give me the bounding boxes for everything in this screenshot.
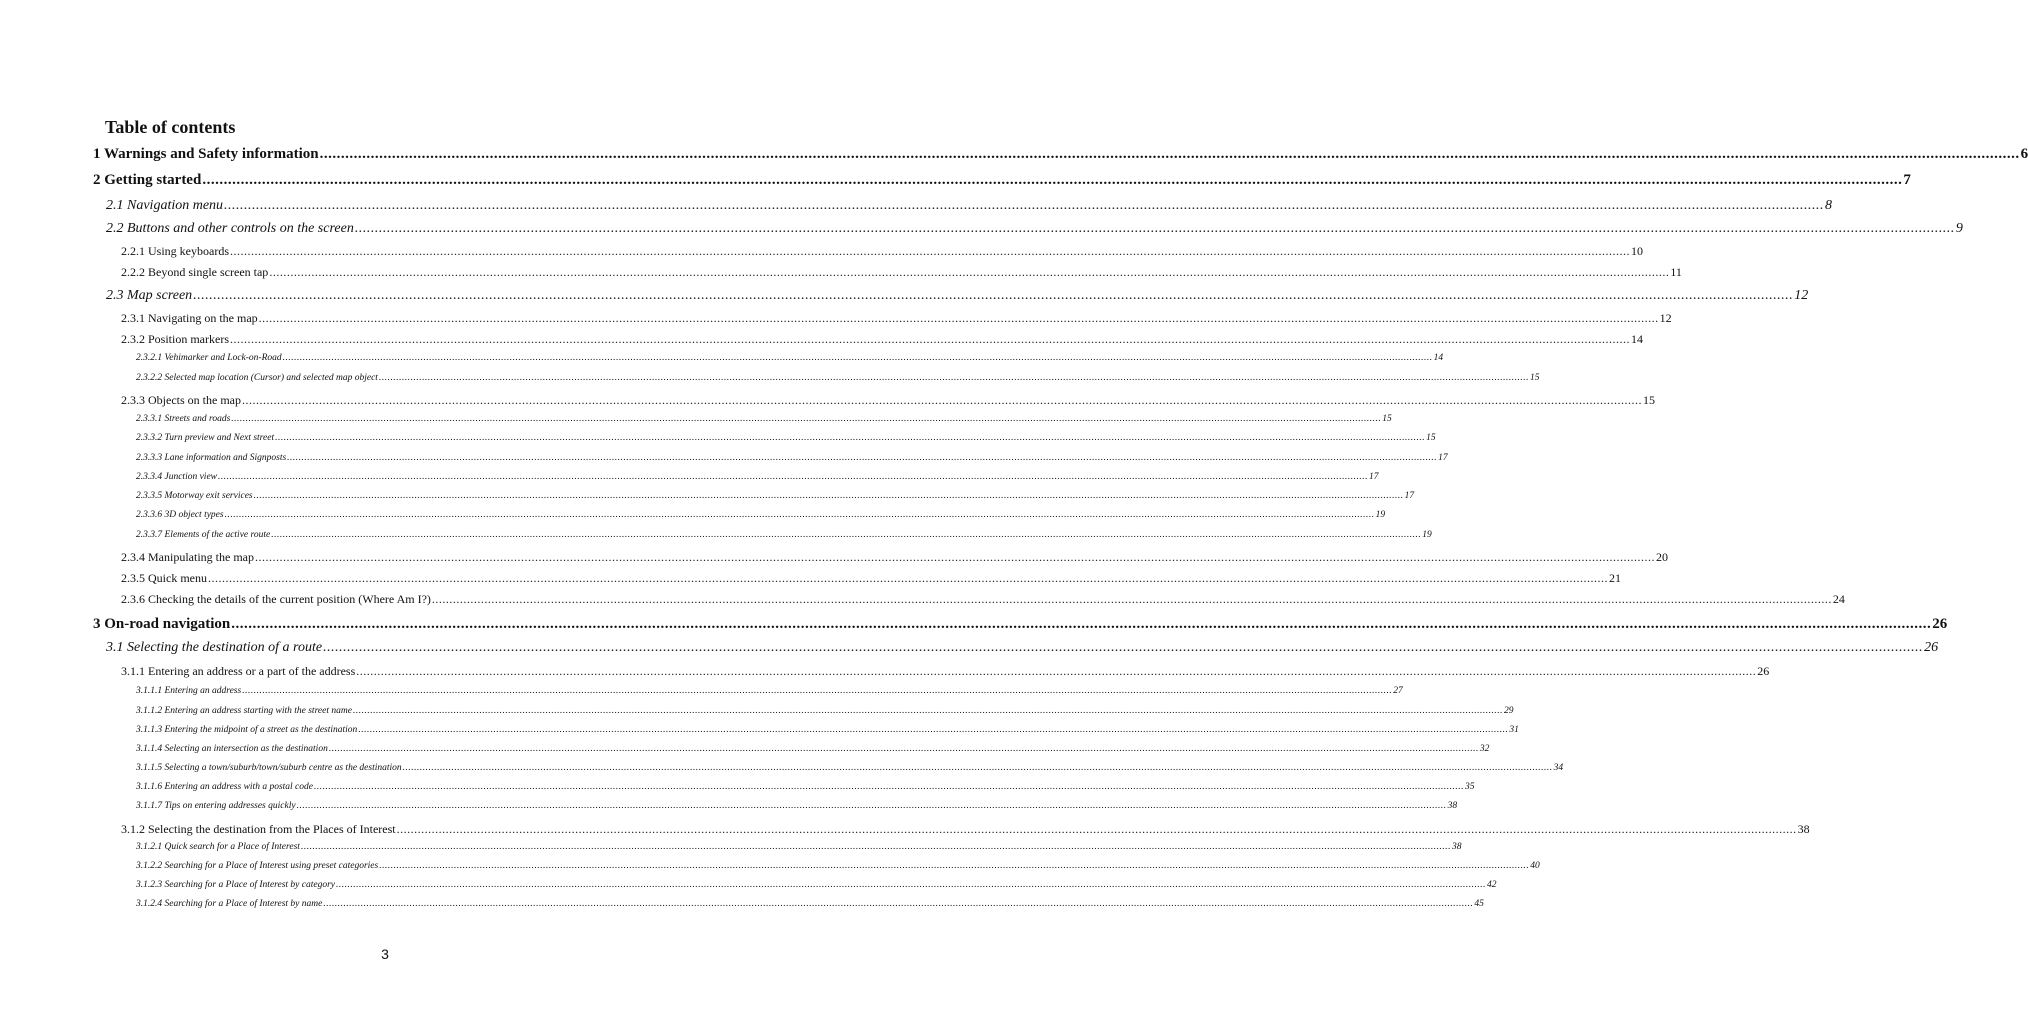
toc-entry[interactable]: [136, 801, 1458, 811]
toc-entry-label: 2.3.3.1 Streets and roads: [136, 414, 231, 424]
dot-leader: ................................................................................................................................................................................................................................................................................................................................................................................................................: [224, 198, 1825, 213]
toc-entry-page-number: 24: [1832, 592, 1845, 606]
toc-entry-label: 1 Warnings and Safety information: [93, 146, 319, 162]
toc-entry-label: 2.3.3.2 Turn preview and Next street: [136, 433, 275, 443]
toc-entry-page-number: 15: [1642, 393, 1655, 407]
toc-entry[interactable]: [136, 491, 1415, 501]
toc-entry[interactable]: [136, 433, 1436, 443]
toc-entry-page-number: 38: [1451, 842, 1462, 852]
dot-leader: ................................................................................................................................................................................................................................................................................................................................................................................................................: [313, 782, 1464, 792]
toc-entry-label: 2.3.2 Position markers: [121, 332, 229, 346]
toc-entry-page-number: 15: [1529, 373, 1540, 383]
toc-entry-page-number: 15: [1426, 433, 1436, 443]
toc-entry-page-number: 21: [1609, 571, 1621, 585]
toc-entry[interactable]: [121, 822, 1810, 837]
dot-leader: ................................................................................................................................................................................................................................................................................................................................................................................................................: [271, 530, 1422, 540]
toc-entry-label: 3.1.1.2 Entering an address starting with the street name: [136, 706, 352, 716]
dot-leader: ................................................................................................................................................................................................................................................................................................................................................................................................................: [356, 664, 1757, 678]
dot-leader: ................................................................................................................................................................................................................................................................................................................................................................................................................: [253, 491, 1404, 501]
toc-entry[interactable]: [121, 393, 1655, 408]
toc-entry[interactable]: [93, 172, 1911, 189]
dot-leader: ................................................................................................................................................................................................................................................................................................................................................................................................................: [193, 288, 1794, 303]
toc-entry-page-number: 26: [1932, 616, 1948, 632]
toc-entry-label: 2.3.2.2 Selected map location (Cursor) and selected map object: [136, 373, 378, 383]
toc-entry[interactable]: [106, 198, 1833, 214]
toc-entry-page-number: 35: [1464, 782, 1475, 792]
dot-leader: ................................................................................................................................................................................................................................................................................................................................................................................................................: [296, 801, 1447, 811]
toc-entry-page-number: 42: [1487, 880, 1497, 890]
toc-entry-label: 2.2 Buttons and other controls on the screen: [106, 221, 354, 236]
dot-leader: ................................................................................................................................................................................................................................................................................................................................................................................................................: [358, 725, 1509, 735]
toc-entry-label: 3.1 Selecting the destination of a route: [106, 640, 323, 655]
dot-leader: ................................................................................................................................................................................................................................................................................................................................................................................................................: [231, 414, 1382, 424]
toc-entry[interactable]: [136, 453, 1448, 463]
toc-entry-label: 3.1.2.3 Searching for a Place of Interest by category: [136, 880, 336, 890]
toc-entry-label: 2.3.3 Objects on the map: [121, 393, 241, 407]
toc-entry-label: 2.3.5 Quick menu: [121, 571, 207, 585]
toc-entry[interactable]: [106, 221, 1963, 237]
toc-entry-label: 2.3.3.5 Motorway exit services: [136, 491, 253, 501]
toc-heading: Table of contents: [105, 117, 236, 137]
dot-leader: ................................................................................................................................................................................................................................................................................................................................................................................................................: [323, 640, 1924, 655]
toc-entry-page-number: 12: [1794, 288, 1809, 303]
toc-entry[interactable]: [121, 311, 1672, 326]
dot-leader: ................................................................................................................................................................................................................................................................................................................................................................................................................: [241, 393, 1642, 407]
dot-leader: ................................................................................................................................................................................................................................................................................................................................................................................................................: [402, 763, 1553, 773]
toc-entry[interactable]: [121, 332, 1643, 347]
toc-entry-page-number: 26: [1924, 640, 1939, 655]
toc-entry-label: 3.1.1.1 Entering an address: [136, 686, 242, 696]
toc-entry-page-number: 12: [1659, 311, 1672, 325]
toc-entry-page-number: 6: [2020, 146, 2028, 162]
toc-entry-label: 3.1.1.4 Selecting an intersection as the destination: [136, 744, 328, 754]
toc-entry[interactable]: [106, 288, 1809, 304]
dot-leader: ................................................................................................................................................................................................................................................................................................................................................................................................................: [254, 550, 1655, 564]
toc-entry-page-number: 17: [1404, 491, 1415, 501]
toc-entry-page-number: 40: [1530, 861, 1540, 871]
toc-entry-label: 2.2.1 Using keyboards: [121, 244, 229, 258]
toc-entry[interactable]: [136, 725, 1519, 735]
dot-leader: ................................................................................................................................................................................................................................................................................................................................................................................................................: [431, 592, 1832, 606]
toc-entry-page-number: 26: [1757, 664, 1770, 678]
toc-entry-label: 2.3.3.6 3D object types: [136, 510, 224, 520]
toc-entry-label: 3.1.2.1 Quick search for a Place of Interest: [136, 842, 300, 852]
toc-entry[interactable]: [121, 664, 1770, 679]
toc-entry-page-number: 31: [1509, 725, 1519, 735]
toc-entry-page-number: 17: [1369, 472, 1379, 482]
toc-entry-page-number: 45: [1474, 899, 1484, 909]
dot-leader: ................................................................................................................................................................................................................................................................................................................................................................................................................: [323, 899, 1474, 909]
toc-entry-page-number: 15: [1382, 414, 1392, 424]
toc-entry-label: 3 On-road navigation: [93, 616, 231, 632]
toc-entry[interactable]: [136, 353, 1444, 363]
toc-entry[interactable]: [136, 510, 1386, 520]
toc-entry-page-number: 38: [1447, 801, 1458, 811]
toc-entry[interactable]: [136, 763, 1564, 773]
toc-entry-label: 2.3.4 Manipulating the map: [121, 550, 254, 564]
toc-entry[interactable]: [136, 880, 1497, 890]
toc-entry-label: 2 Getting started: [93, 172, 202, 188]
toc-entry-page-number: 7: [1903, 172, 1911, 188]
dot-leader: ................................................................................................................................................................................................................................................................................................................................................................................................................: [258, 311, 1659, 325]
toc-entry-page-number: 19: [1422, 530, 1432, 540]
dot-leader: ................................................................................................................................................................................................................................................................................................................................................................................................................: [378, 373, 1529, 383]
dot-leader: ................................................................................................................................................................................................................................................................................................................................................................................................................: [242, 686, 1393, 696]
toc-entry[interactable]: [121, 571, 1621, 586]
toc-entry-page-number: 27: [1393, 686, 1403, 696]
page-number: 3: [381, 946, 389, 962]
toc-entry-label: 2.2.2 Beyond single screen tap: [121, 265, 269, 279]
toc-entry-label: 2.1 Navigation menu: [106, 198, 224, 213]
dot-leader: ................................................................................................................................................................................................................................................................................................................................................................................................................: [269, 265, 1670, 279]
toc-entry[interactable]: [121, 265, 1682, 280]
dot-leader: ................................................................................................................................................................................................................................................................................................................................................................................................................: [230, 332, 1630, 346]
toc-entry[interactable]: [136, 472, 1379, 482]
toc-entry-page-number: 9: [1955, 221, 1963, 236]
toc-entry-page-number: 32: [1479, 744, 1490, 754]
dot-leader: ................................................................................................................................................................................................................................................................................................................................................................................................................: [354, 221, 1955, 236]
dot-leader: ................................................................................................................................................................................................................................................................................................................................................................................................................: [208, 571, 1608, 585]
toc-entry-label: 3.1.1.5 Selecting a town/suburb/town/suburb centre as the destination: [136, 763, 402, 773]
toc-entry-label: 3.1.1 Entering an address or a part of the address: [121, 664, 356, 678]
toc-entry[interactable]: [121, 244, 1643, 259]
toc-entry-label: 2.3.3.3 Lane information and Signposts: [136, 453, 287, 463]
toc-entry-label: 3.1.2.2 Searching for a Place of Interest using preset categories: [136, 861, 379, 871]
toc-entry[interactable]: [136, 744, 1490, 754]
dot-leader: ................................................................................................................................................................................................................................................................................................................................................................................................................: [336, 880, 1487, 890]
toc-entry-page-number: 19: [1375, 510, 1386, 520]
toc-entry[interactable]: [136, 686, 1403, 696]
dot-leader: ................................................................................................................................................................................................................................................................................................................................................................................................................: [202, 172, 1903, 188]
toc-entry-page-number: 38: [1797, 822, 1810, 836]
toc-entry[interactable]: [136, 414, 1392, 424]
toc-entry-label: 3.1.1.6 Entering an address with a postal code: [136, 782, 313, 792]
dot-leader: ................................................................................................................................................................................................................................................................................................................................................................................................................: [379, 861, 1530, 871]
toc-entry-label: 2.3.1 Navigating on the map: [121, 311, 258, 325]
dot-leader: ................................................................................................................................................................................................................................................................................................................................................................................................................: [224, 510, 1375, 520]
toc-entry-label: 2.3.6 Checking the details of the current position (Where Am I?): [121, 592, 431, 606]
toc-entry-page-number: 8: [1825, 198, 1833, 213]
toc-entry[interactable]: [136, 706, 1514, 716]
toc-entry[interactable]: [136, 861, 1540, 871]
dot-leader: ................................................................................................................................................................................................................................................................................................................................................................................................................: [328, 744, 1479, 754]
toc-entry[interactable]: [93, 146, 2028, 163]
toc-entry[interactable]: [136, 530, 1432, 540]
dot-leader: ................................................................................................................................................................................................................................................................................................................................................................................................................: [396, 822, 1797, 836]
toc-entry-page-number: 11: [1670, 265, 1682, 279]
toc-entry-label: 2.3.2.1 Vehimarker and Lock-on-Road: [136, 353, 282, 363]
dot-leader: ................................................................................................................................................................................................................................................................................................................................................................................................................: [287, 453, 1438, 463]
toc-entry-label: 3.1.2.4 Searching for a Place of Interest by name: [136, 899, 323, 909]
toc-entry[interactable]: [136, 899, 1484, 909]
dot-leader: ................................................................................................................................................................................................................................................................................................................................................................................................................: [230, 244, 1630, 258]
dot-leader: ................................................................................................................................................................................................................................................................................................................................................................................................................: [352, 706, 1503, 716]
toc-entry[interactable]: [136, 373, 1540, 383]
toc-entry-label: 3.1.2 Selecting the destination from the Places of Interest: [121, 822, 396, 836]
dot-leader: ................................................................................................................................................................................................................................................................................................................................................................................................................: [218, 472, 1368, 482]
toc-entry[interactable]: [136, 842, 1462, 852]
toc-entry-label: 3.1.1.3 Entering the midpoint of a street as the destination: [136, 725, 358, 735]
dot-leader: ................................................................................................................................................................................................................................................................................................................................................................................................................: [282, 353, 1433, 363]
toc-entry-page-number: 10: [1631, 244, 1643, 258]
toc-entry-page-number: 14: [1631, 332, 1643, 346]
dot-leader: ................................................................................................................................................................................................................................................................................................................................................................................................................: [319, 146, 2020, 162]
toc-entry-page-number: 34: [1553, 763, 1564, 773]
toc-entry-page-number: 20: [1655, 550, 1668, 564]
toc-entry-label: 2.3.3.4 Junction view: [136, 472, 217, 482]
dot-leader: ................................................................................................................................................................................................................................................................................................................................................................................................................: [300, 842, 1451, 852]
toc-entry[interactable]: [121, 592, 1845, 607]
toc-entry[interactable]: [121, 550, 1668, 565]
toc-entry-label: 2.3.3.7 Elements of the active route: [136, 530, 271, 540]
toc-entry-page-number: 17: [1438, 453, 1448, 463]
toc-entry-label: 3.1.1.7 Tips on entering addresses quickly: [136, 801, 296, 811]
toc-entry-label: 2.3 Map screen: [106, 288, 193, 303]
toc-entry[interactable]: [106, 640, 1939, 656]
toc-entry-page-number: 14: [1433, 353, 1444, 363]
toc-entry-page-number: 29: [1503, 706, 1514, 716]
toc-entry[interactable]: [136, 782, 1475, 792]
toc-entry[interactable]: [93, 616, 1948, 633]
dot-leader: ................................................................................................................................................................................................................................................................................................................................................................................................................: [231, 616, 1932, 632]
dot-leader: ................................................................................................................................................................................................................................................................................................................................................................................................................: [275, 433, 1426, 443]
